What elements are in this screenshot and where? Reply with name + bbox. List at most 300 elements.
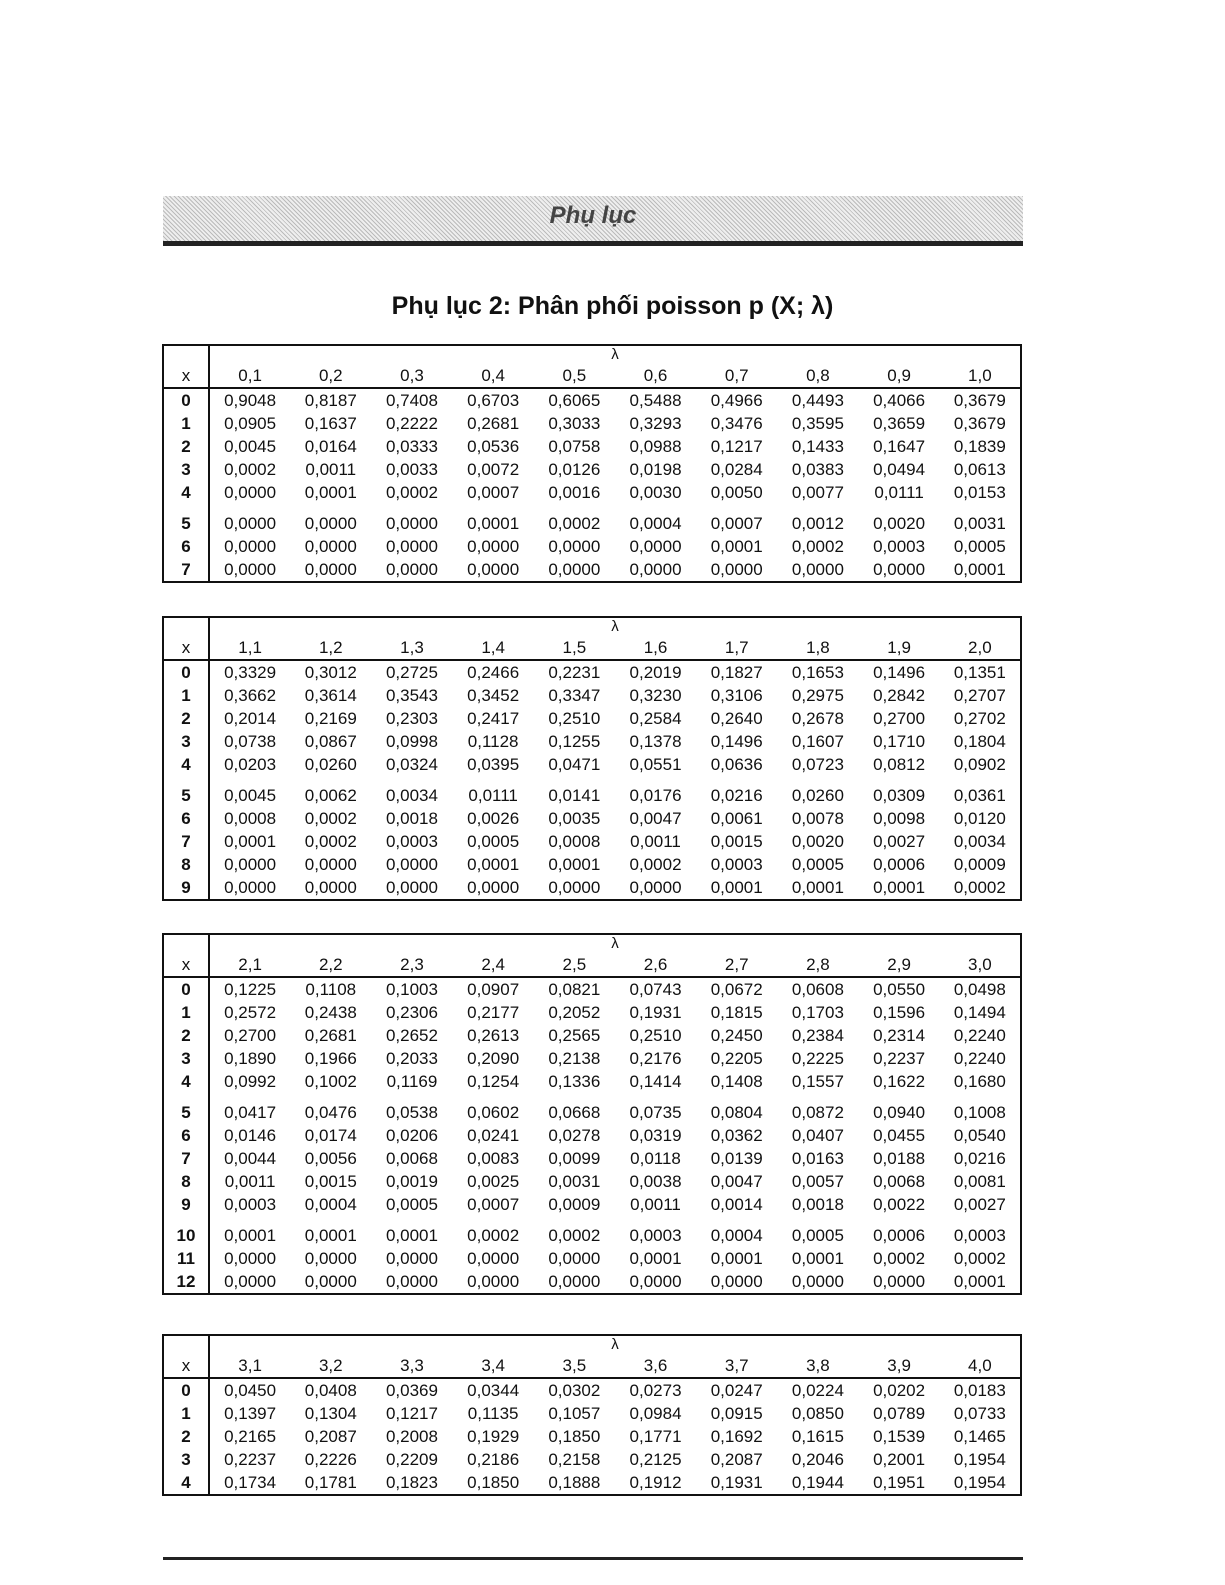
probability-cell: 0,0183 — [953, 1381, 1006, 1400]
probability-cell: 0,0001 — [548, 855, 601, 874]
probability-cell: 0,0333 — [385, 437, 438, 456]
probability-cell: 0,0000 — [629, 537, 682, 556]
lambda-header-cell: 3,3 — [371, 1354, 452, 1378]
probability-cell: 0,3476 — [710, 414, 763, 433]
x-value-cell: 1 — [163, 1402, 209, 1425]
probability-cell: 0,0008 — [224, 809, 277, 828]
x-value-cell: 0 — [163, 977, 209, 1001]
table-row — [163, 776, 1021, 807]
probability-cell: 0,0455 — [873, 1126, 926, 1145]
table-row — [163, 1448, 1021, 1471]
probability-cell: 0,0002 — [873, 1249, 926, 1268]
lambda-header-cell: 0,5 — [534, 364, 615, 388]
probability-cell: 0,0000 — [304, 537, 357, 556]
x-header: x — [163, 1354, 209, 1378]
table-row — [163, 412, 1021, 435]
probability-cell: 0,1336 — [548, 1072, 601, 1091]
lambda-header-cell: 2,9 — [859, 953, 940, 977]
probability-cell: 0,0000 — [304, 514, 357, 533]
x-value-cell: 0 — [163, 1378, 209, 1402]
probability-cell: 0,1557 — [791, 1072, 844, 1091]
probability-cell: 0,0163 — [791, 1149, 844, 1168]
x-value-cell: 2 — [163, 435, 209, 458]
probability-cell: 0,0538 — [385, 1103, 438, 1122]
probability-cell: 0,0001 — [467, 855, 520, 874]
probability-cell: 0,0000 — [873, 1272, 926, 1291]
probability-cell: 0,1703 — [791, 1003, 844, 1022]
probability-cell: 0,2306 — [385, 1003, 438, 1022]
probability-cell: 0,1414 — [629, 1072, 682, 1091]
probability-cell: 0,0015 — [710, 832, 763, 851]
probability-cell: 0,1304 — [304, 1404, 357, 1423]
probability-cell: 0,2225 — [791, 1049, 844, 1068]
lambda-header-cell: 3,5 — [534, 1354, 615, 1378]
probability-cell: 0,1839 — [953, 437, 1006, 456]
probability-cell: 0,2652 — [385, 1026, 438, 1045]
probability-cell: 0,1378 — [629, 732, 682, 751]
probability-cell: 0,0068 — [873, 1172, 926, 1191]
probability-cell: 0,0000 — [385, 855, 438, 874]
x-value-cell: 5 — [163, 504, 209, 535]
probability-cell: 0,4966 — [710, 391, 763, 410]
probability-cell: 0,0471 — [548, 755, 601, 774]
probability-cell: 0,2237 — [224, 1450, 277, 1469]
probability-cell: 0,0224 — [791, 1381, 844, 1400]
probability-cell: 0,1637 — [304, 414, 357, 433]
probability-cell: 0,0056 — [304, 1149, 357, 1168]
x-value-cell: 0 — [163, 388, 209, 412]
corner-cell — [163, 617, 209, 636]
probability-cell: 0,0216 — [710, 786, 763, 805]
probability-cell: 0,0174 — [304, 1126, 357, 1145]
probability-cell: 0,0000 — [467, 537, 520, 556]
probability-cell: 0,0002 — [304, 832, 357, 851]
probability-cell: 0,0408 — [304, 1381, 357, 1400]
probability-cell: 0,0000 — [710, 560, 763, 579]
lambda-header-cell: 0,9 — [859, 364, 940, 388]
probability-cell: 0,1057 — [548, 1404, 601, 1423]
probability-cell: 0,2384 — [791, 1026, 844, 1045]
probability-cell: 0,0118 — [630, 1149, 681, 1168]
probability-cell: 0,0081 — [953, 1172, 1006, 1191]
probability-cell: 0,0000 — [224, 483, 277, 502]
probability-cell: 0,1217 — [385, 1404, 438, 1423]
probability-cell: 0,0319 — [629, 1126, 682, 1145]
probability-cell: 0,1128 — [467, 732, 519, 751]
probability-cell: 0,0000 — [304, 1249, 357, 1268]
probability-cell: 0,0045 — [224, 786, 277, 805]
probability-cell: 0,2314 — [873, 1026, 926, 1045]
probability-cell: 0,1496 — [710, 732, 763, 751]
table-row — [163, 1193, 1021, 1216]
probability-cell: 0,0278 — [548, 1126, 601, 1145]
lambda-header-cell: 0,3 — [371, 364, 452, 388]
probability-cell: 0,0001 — [224, 832, 277, 851]
probability-cell: 0,0057 — [791, 1172, 844, 1191]
probability-cell: 0,4066 — [873, 391, 926, 410]
probability-cell: 0,3033 — [548, 414, 601, 433]
x-value-cell: 8 — [163, 853, 209, 876]
probability-cell: 0,0078 — [791, 809, 844, 828]
probability-cell: 0,1710 — [873, 732, 926, 751]
probability-cell: 0,0003 — [629, 1226, 682, 1245]
probability-cell: 0,0038 — [629, 1172, 682, 1191]
probability-cell: 0,0992 — [224, 1072, 277, 1091]
probability-cell: 0,0007 — [467, 483, 520, 502]
lambda-header-cell: 1,7 — [696, 636, 777, 660]
probability-cell: 0,0001 — [953, 560, 1006, 579]
probability-cell: 0,0723 — [791, 755, 844, 774]
lambda-header-cell: 3,7 — [696, 1354, 777, 1378]
probability-cell: 0,0000 — [224, 1249, 277, 1268]
probability-cell: 0,2240 — [953, 1049, 1006, 1068]
x-value-cell: 7 — [163, 558, 209, 582]
probability-cell: 0,0006 — [873, 1226, 926, 1245]
x-value-cell: 7 — [163, 1147, 209, 1170]
probability-cell: 0,4493 — [791, 391, 844, 410]
table-row — [163, 707, 1021, 730]
probability-cell: 0,0000 — [548, 560, 601, 579]
table-row — [163, 1047, 1021, 1070]
poisson-table-2 — [162, 616, 1022, 901]
probability-cell: 0,1827 — [710, 663, 763, 682]
probability-cell: 0,3659 — [873, 414, 926, 433]
lambda-header-cell: 1,3 — [371, 636, 452, 660]
probability-cell: 0,0905 — [224, 414, 277, 433]
probability-cell: 0,2565 — [548, 1026, 601, 1045]
probability-cell: 0,0001 — [791, 878, 844, 897]
probability-cell: 0,0000 — [224, 514, 277, 533]
probability-cell: 0,0005 — [791, 1226, 844, 1245]
probability-cell: 0,2226 — [304, 1450, 357, 1469]
probability-cell: 0,0000 — [548, 1249, 601, 1268]
probability-cell: 0,0668 — [548, 1103, 601, 1122]
probability-cell: 0,0789 — [873, 1404, 926, 1423]
probability-cell: 0,0012 — [791, 514, 844, 533]
lambda-header-cell: 2,0 — [940, 636, 1021, 660]
probability-cell: 0,2186 — [467, 1450, 520, 1469]
x-value-cell: 5 — [163, 1093, 209, 1124]
table-row — [163, 830, 1021, 853]
probability-cell: 0,0735 — [629, 1103, 682, 1122]
probability-cell: 0,1804 — [953, 732, 1006, 751]
x-value-cell: 6 — [163, 535, 209, 558]
probability-cell: 0,1647 — [873, 437, 926, 456]
probability-cell: 0,0000 — [548, 878, 601, 897]
probability-cell: 0,0011 — [630, 832, 681, 851]
x-value-cell: 3 — [163, 1448, 209, 1471]
probability-cell: 0,3329 — [224, 663, 277, 682]
probability-cell: 0,0450 — [224, 1381, 277, 1400]
x-header: x — [163, 364, 209, 388]
probability-cell: 0,3293 — [629, 414, 682, 433]
lambda-header-cell: 2,3 — [371, 953, 452, 977]
table-row — [163, 684, 1021, 707]
probability-cell: 0,3679 — [953, 414, 1006, 433]
probability-cell: 0,0035 — [548, 809, 601, 828]
probability-cell: 0,2033 — [385, 1049, 438, 1068]
probability-cell: 0,0001 — [710, 1249, 763, 1268]
probability-cell: 0,0000 — [629, 878, 682, 897]
probability-cell: 0,1255 — [548, 732, 601, 751]
probability-cell: 0,0002 — [385, 483, 438, 502]
probability-cell: 0,0031 — [548, 1172, 601, 1191]
probability-cell: 0,2222 — [385, 414, 438, 433]
probability-cell: 0,0005 — [953, 537, 1006, 556]
table-row — [163, 753, 1021, 776]
probability-cell: 0,0002 — [304, 809, 357, 828]
probability-cell: 0,2702 — [953, 709, 1006, 728]
probability-cell: 0,0602 — [467, 1103, 520, 1122]
lambda-header-cell: 1,8 — [777, 636, 858, 660]
table-row — [163, 1378, 1021, 1402]
probability-cell: 0,0045 — [224, 437, 277, 456]
probability-cell: 0,1931 — [629, 1003, 682, 1022]
probability-cell: 0,0007 — [467, 1195, 520, 1214]
x-value-cell: 2 — [163, 1425, 209, 1448]
probability-cell: 0,1815 — [710, 1003, 763, 1022]
lambda-label: λ — [611, 346, 619, 363]
probability-cell: 0,0011 — [305, 460, 357, 479]
probability-cell: 0,0608 — [791, 980, 844, 999]
probability-cell: 0,1781 — [304, 1473, 357, 1492]
lambda-header-cell: 0,4 — [453, 364, 534, 388]
probability-cell: 0,1954 — [953, 1473, 1006, 1492]
probability-cell: 0,0083 — [467, 1149, 520, 1168]
lambda-header-cell: 1,2 — [290, 636, 371, 660]
probability-cell: 0,0988 — [629, 437, 682, 456]
probability-cell: 0,0000 — [629, 1272, 682, 1291]
probability-cell: 0,0153 — [953, 483, 1006, 502]
probability-cell: 0,0000 — [548, 537, 601, 556]
probability-cell: 0,1408 — [710, 1072, 763, 1091]
probability-cell: 0,0198 — [629, 460, 682, 479]
probability-cell: 0,0000 — [224, 1272, 277, 1291]
table-row — [163, 807, 1021, 830]
probability-cell: 0,2169 — [304, 709, 357, 728]
lambda-header-cell: 0,6 — [615, 364, 696, 388]
probability-cell: 0,0902 — [953, 755, 1006, 774]
probability-cell: 0,0019 — [385, 1172, 438, 1191]
table-row — [163, 1170, 1021, 1193]
probability-cell: 0,0000 — [467, 560, 520, 579]
probability-cell: 0,1951 — [873, 1473, 926, 1492]
lambda-header-cell: 2,4 — [453, 953, 534, 977]
poisson-table-4 — [162, 1334, 1022, 1496]
probability-cell: 0,1433 — [791, 437, 844, 456]
probability-cell: 0,0139 — [710, 1149, 763, 1168]
probability-cell: 0,0002 — [548, 514, 601, 533]
probability-cell: 0,2700 — [873, 709, 926, 728]
probability-cell: 0,0001 — [304, 483, 357, 502]
probability-cell: 0,1653 — [791, 663, 844, 682]
probability-cell: 0,1944 — [791, 1473, 844, 1492]
probability-cell: 0,3347 — [548, 686, 601, 705]
probability-cell: 0,1888 — [548, 1473, 601, 1492]
table-row — [163, 1425, 1021, 1448]
probability-cell: 0,0111 — [874, 483, 924, 502]
probability-cell: 0,0000 — [548, 1272, 601, 1291]
table-row — [163, 853, 1021, 876]
probability-cell: 0,0009 — [953, 855, 1006, 874]
probability-cell: 0,0007 — [710, 514, 763, 533]
probability-cell: 0,0050 — [710, 483, 763, 502]
probability-cell: 0,0494 — [873, 460, 926, 479]
probability-cell: 0,2087 — [304, 1427, 357, 1446]
probability-cell: 0,0004 — [304, 1195, 357, 1214]
probability-cell: 0,0000 — [467, 878, 520, 897]
table-row — [163, 558, 1021, 582]
x-value-cell: 3 — [163, 730, 209, 753]
probability-cell: 0,0002 — [548, 1226, 601, 1245]
probability-cell: 0,1734 — [224, 1473, 277, 1492]
table-row — [163, 504, 1021, 535]
probability-cell: 0,0001 — [467, 514, 520, 533]
lambda-header-cell: 1,4 — [453, 636, 534, 660]
probability-cell: 0,2209 — [385, 1450, 438, 1469]
probability-cell: 0,0008 — [548, 832, 601, 851]
table-row — [163, 458, 1021, 481]
page-header-bar — [163, 196, 1023, 246]
table-row — [163, 481, 1021, 504]
probability-cell: 0,0821 — [548, 980, 601, 999]
probability-cell: 0,2466 — [467, 663, 520, 682]
probability-cell: 0,0034 — [385, 786, 438, 805]
probability-cell: 0,0733 — [953, 1404, 1006, 1423]
probability-cell: 0,0001 — [385, 1226, 438, 1245]
x-value-cell: 4 — [163, 753, 209, 776]
probability-cell: 0,0216 — [953, 1149, 1006, 1168]
probability-cell: 0,1169 — [386, 1072, 438, 1091]
probability-cell: 0,0000 — [224, 560, 277, 579]
probability-cell: 0,2584 — [629, 709, 682, 728]
probability-cell: 0,0260 — [304, 755, 357, 774]
page-title: Phụ lục 2: Phân phối poisson p (X; λ) — [391, 292, 834, 320]
lambda-header-cell: 2,1 — [209, 953, 290, 977]
table-row — [163, 1247, 1021, 1270]
probability-cell: 0,2046 — [791, 1450, 844, 1469]
probability-cell: 0,0026 — [467, 809, 520, 828]
probability-cell: 0,2176 — [629, 1049, 682, 1068]
probability-cell: 0,3230 — [629, 686, 682, 705]
x-value-cell: 9 — [163, 876, 209, 900]
table-row — [163, 730, 1021, 753]
probability-cell: 0,1539 — [873, 1427, 926, 1446]
probability-cell: 0,1494 — [953, 1003, 1006, 1022]
lambda-header-cell: 2,5 — [534, 953, 615, 977]
probability-cell: 0,1850 — [467, 1473, 520, 1492]
probability-cell: 0,0738 — [224, 732, 277, 751]
probability-cell: 0,0000 — [304, 878, 357, 897]
probability-cell: 0,8187 — [304, 391, 357, 410]
probability-cell: 0,0000 — [710, 1272, 763, 1291]
table-row — [163, 1471, 1021, 1495]
x-value-cell: 4 — [163, 481, 209, 504]
probability-cell: 0,2014 — [224, 709, 277, 728]
lambda-header-cell: 0,7 — [696, 364, 777, 388]
probability-cell: 0,0417 — [224, 1103, 277, 1122]
lambda-header-cell: 3,2 — [290, 1354, 371, 1378]
x-value-cell: 5 — [163, 776, 209, 807]
probability-cell: 0,3106 — [710, 686, 763, 705]
probability-cell: 0,2975 — [791, 686, 844, 705]
probability-cell: 0,1397 — [224, 1404, 277, 1423]
probability-cell: 0,1254 — [467, 1072, 520, 1091]
probability-cell: 0,0324 — [385, 755, 438, 774]
table-row — [163, 876, 1021, 900]
probability-cell: 0,2008 — [385, 1427, 438, 1446]
lambda-header-cell: 3,8 — [777, 1354, 858, 1378]
x-value-cell: 7 — [163, 830, 209, 853]
probability-cell: 0,2237 — [873, 1049, 926, 1068]
x-header: x — [163, 636, 209, 660]
probability-cell: 0,3543 — [385, 686, 438, 705]
probability-cell: 0,3452 — [467, 686, 520, 705]
probability-cell: 0,1002 — [304, 1072, 357, 1091]
probability-cell: 0,2158 — [548, 1450, 601, 1469]
probability-cell: 0,0613 — [953, 460, 1006, 479]
probability-cell: 0,6065 — [548, 391, 601, 410]
lambda-header-cell: 1,1 — [209, 636, 290, 660]
poisson-table-1 — [162, 344, 1022, 583]
lambda-header-cell: 0,2 — [290, 364, 371, 388]
probability-cell: 0,1966 — [304, 1049, 357, 1068]
probability-cell: 0,0072 — [467, 460, 520, 479]
probability-cell: 0,0551 — [629, 755, 682, 774]
lambda-header-cell: 3,1 — [209, 1354, 290, 1378]
probability-cell: 0,0001 — [224, 1226, 277, 1245]
probability-cell: 0,0002 — [953, 1249, 1006, 1268]
probability-cell: 0,1003 — [385, 980, 438, 999]
probability-cell: 0,0014 — [710, 1195, 763, 1214]
probability-cell: 0,2303 — [385, 709, 438, 728]
probability-cell: 0,1771 — [629, 1427, 682, 1446]
lambda-header-cell: 2,2 — [290, 953, 371, 977]
probability-cell: 0,0002 — [629, 855, 682, 874]
probability-cell: 0,0395 — [467, 755, 520, 774]
probability-cell: 0,0002 — [467, 1226, 520, 1245]
probability-cell: 0,0998 — [385, 732, 438, 751]
x-value-cell: 1 — [163, 412, 209, 435]
probability-cell: 0,0344 — [467, 1381, 520, 1400]
probability-cell: 0,1912 — [629, 1473, 682, 1492]
lambda-header-cell: 3,4 — [453, 1354, 534, 1378]
probability-cell: 0,1850 — [548, 1427, 601, 1446]
probability-cell: 0,0001 — [873, 878, 926, 897]
probability-cell: 0,0164 — [304, 437, 357, 456]
x-value-cell: 6 — [163, 1124, 209, 1147]
probability-cell: 0,0302 — [548, 1381, 601, 1400]
probability-cell: 0,0003 — [953, 1226, 1006, 1245]
probability-cell: 0,2700 — [224, 1026, 277, 1045]
x-header: x — [163, 953, 209, 977]
x-value-cell: 11 — [163, 1247, 209, 1270]
lambda-header-cell: 0,1 — [209, 364, 290, 388]
probability-cell: 0,0068 — [385, 1149, 438, 1168]
probability-cell: 0,0000 — [224, 855, 277, 874]
x-value-cell: 2 — [163, 1024, 209, 1047]
probability-cell: 0,0077 — [791, 483, 844, 502]
lambda-label: λ — [611, 1336, 619, 1353]
probability-cell: 0,0001 — [710, 878, 763, 897]
probability-cell: 0,0743 — [629, 980, 682, 999]
probability-cell: 0,0004 — [710, 1226, 763, 1245]
probability-cell: 0,1622 — [873, 1072, 926, 1091]
lambda-header-cell: 3,6 — [615, 1354, 696, 1378]
probability-cell: 0,0146 — [224, 1126, 277, 1145]
probability-cell: 0,0362 — [710, 1126, 763, 1145]
probability-cell: 0,0126 — [548, 460, 601, 479]
